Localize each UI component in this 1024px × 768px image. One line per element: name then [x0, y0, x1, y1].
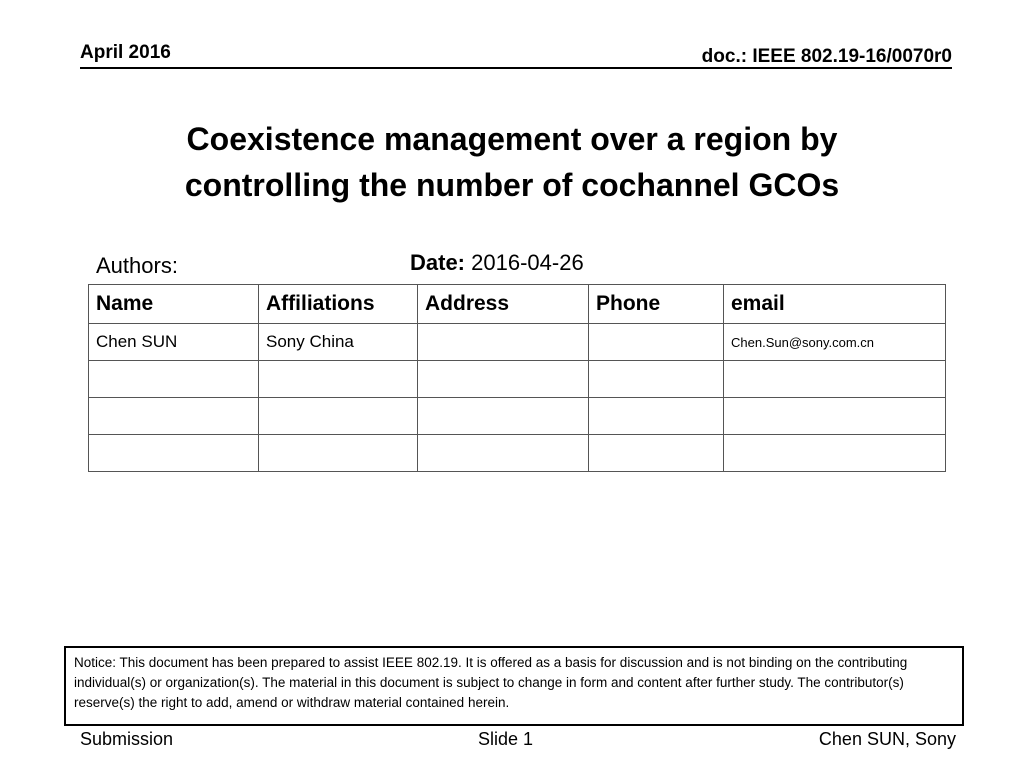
cell-phone — [589, 398, 724, 435]
title-line-1: Coexistence management over a region by — [186, 121, 838, 157]
slide-title — [80, 116, 944, 208]
footer-submission: Submission — [80, 729, 174, 749]
authors-label: Authors: — [96, 253, 178, 278]
cell-name — [89, 435, 259, 472]
footer-slide-number: Slide 1 — [478, 729, 534, 749]
header-date: April 2016 — [80, 42, 171, 63]
cell-name — [89, 361, 259, 398]
footer-author: Chen SUN, Sony — [818, 729, 956, 749]
cell-email — [724, 435, 946, 472]
cell-email: Chen.Sun@sony.com.cn — [724, 324, 946, 361]
cell-affiliation — [259, 435, 418, 472]
cell-address — [418, 435, 589, 472]
column-header-affiliations: Affiliations — [259, 285, 418, 324]
cell-address — [418, 398, 589, 435]
date-label: Date: — [410, 250, 466, 275]
footer-divider — [80, 724, 952, 725]
table-row — [89, 398, 946, 435]
cell-affiliation — [259, 398, 418, 435]
cell-address — [418, 324, 589, 361]
table-row — [89, 361, 946, 398]
header-doc-id: doc.: IEEE 802.19-16/0070r0 — [701, 46, 952, 67]
notice-box: Notice: This document has been prepared to assist IEEE 802.19. It is offered as a basis for discussion and is not binding on the contributing individual(s) or organization(s). The material in this document is subject to change in form and content after further study. The contributor(s) reserve(s) the right to add, amend or withdraw material contained herein. — [64, 646, 964, 726]
table-row — [89, 324, 946, 361]
column-header-name: Name — [89, 285, 259, 324]
cell-phone — [589, 324, 724, 361]
cell-address — [418, 361, 589, 398]
cell-phone — [589, 361, 724, 398]
cell-email — [724, 398, 946, 435]
date-line — [410, 250, 584, 276]
header-divider — [80, 67, 952, 69]
cell-affiliation — [259, 361, 418, 398]
cell-name: Chen SUN — [89, 324, 259, 361]
title-line-2: controlling the number of cochannel GCOs — [184, 167, 840, 203]
cell-affiliation: Sony China — [259, 324, 418, 361]
table-row — [89, 435, 946, 472]
cell-email — [724, 361, 946, 398]
table-header-row — [89, 285, 946, 324]
authors-table — [88, 284, 946, 472]
date-value: 2016-04-26 — [471, 250, 584, 275]
column-header-email: email — [724, 285, 946, 324]
cell-phone — [589, 435, 724, 472]
cell-name — [89, 398, 259, 435]
column-header-phone: Phone — [589, 285, 724, 324]
column-header-address: Address — [418, 285, 589, 324]
